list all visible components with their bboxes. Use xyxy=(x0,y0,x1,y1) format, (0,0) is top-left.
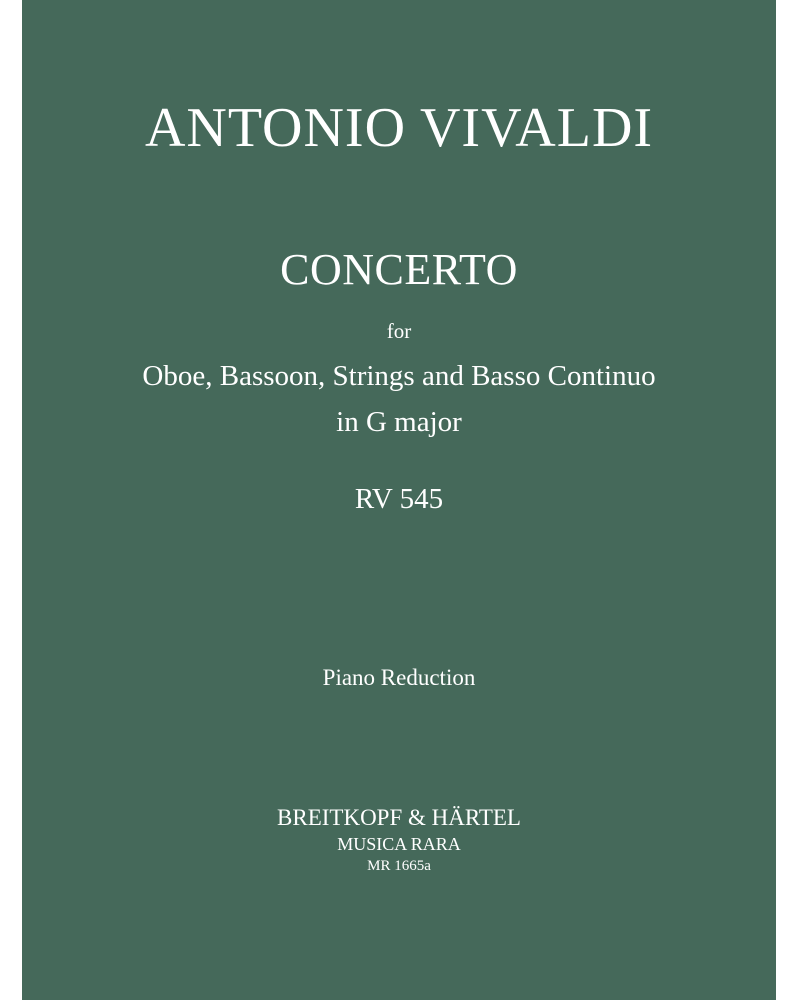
for-label: for xyxy=(386,319,412,343)
score-cover xyxy=(22,0,776,1000)
imprint-name: MUSICA RARA xyxy=(337,834,461,854)
publisher-name: BREITKOPF & HÄRTEL xyxy=(277,805,521,830)
catalog-number: RV 545 xyxy=(354,483,444,515)
edition-number: MR 1665a xyxy=(367,858,431,874)
instrumentation: Oboe, Bassoon, Strings and Basso Continuo xyxy=(142,360,656,392)
key-signature: in G major xyxy=(336,406,462,438)
composer-name: ANTONIO VIVALDI xyxy=(144,97,654,159)
edition-type: Piano Reduction xyxy=(322,665,476,690)
work-title: CONCERTO xyxy=(280,245,518,294)
